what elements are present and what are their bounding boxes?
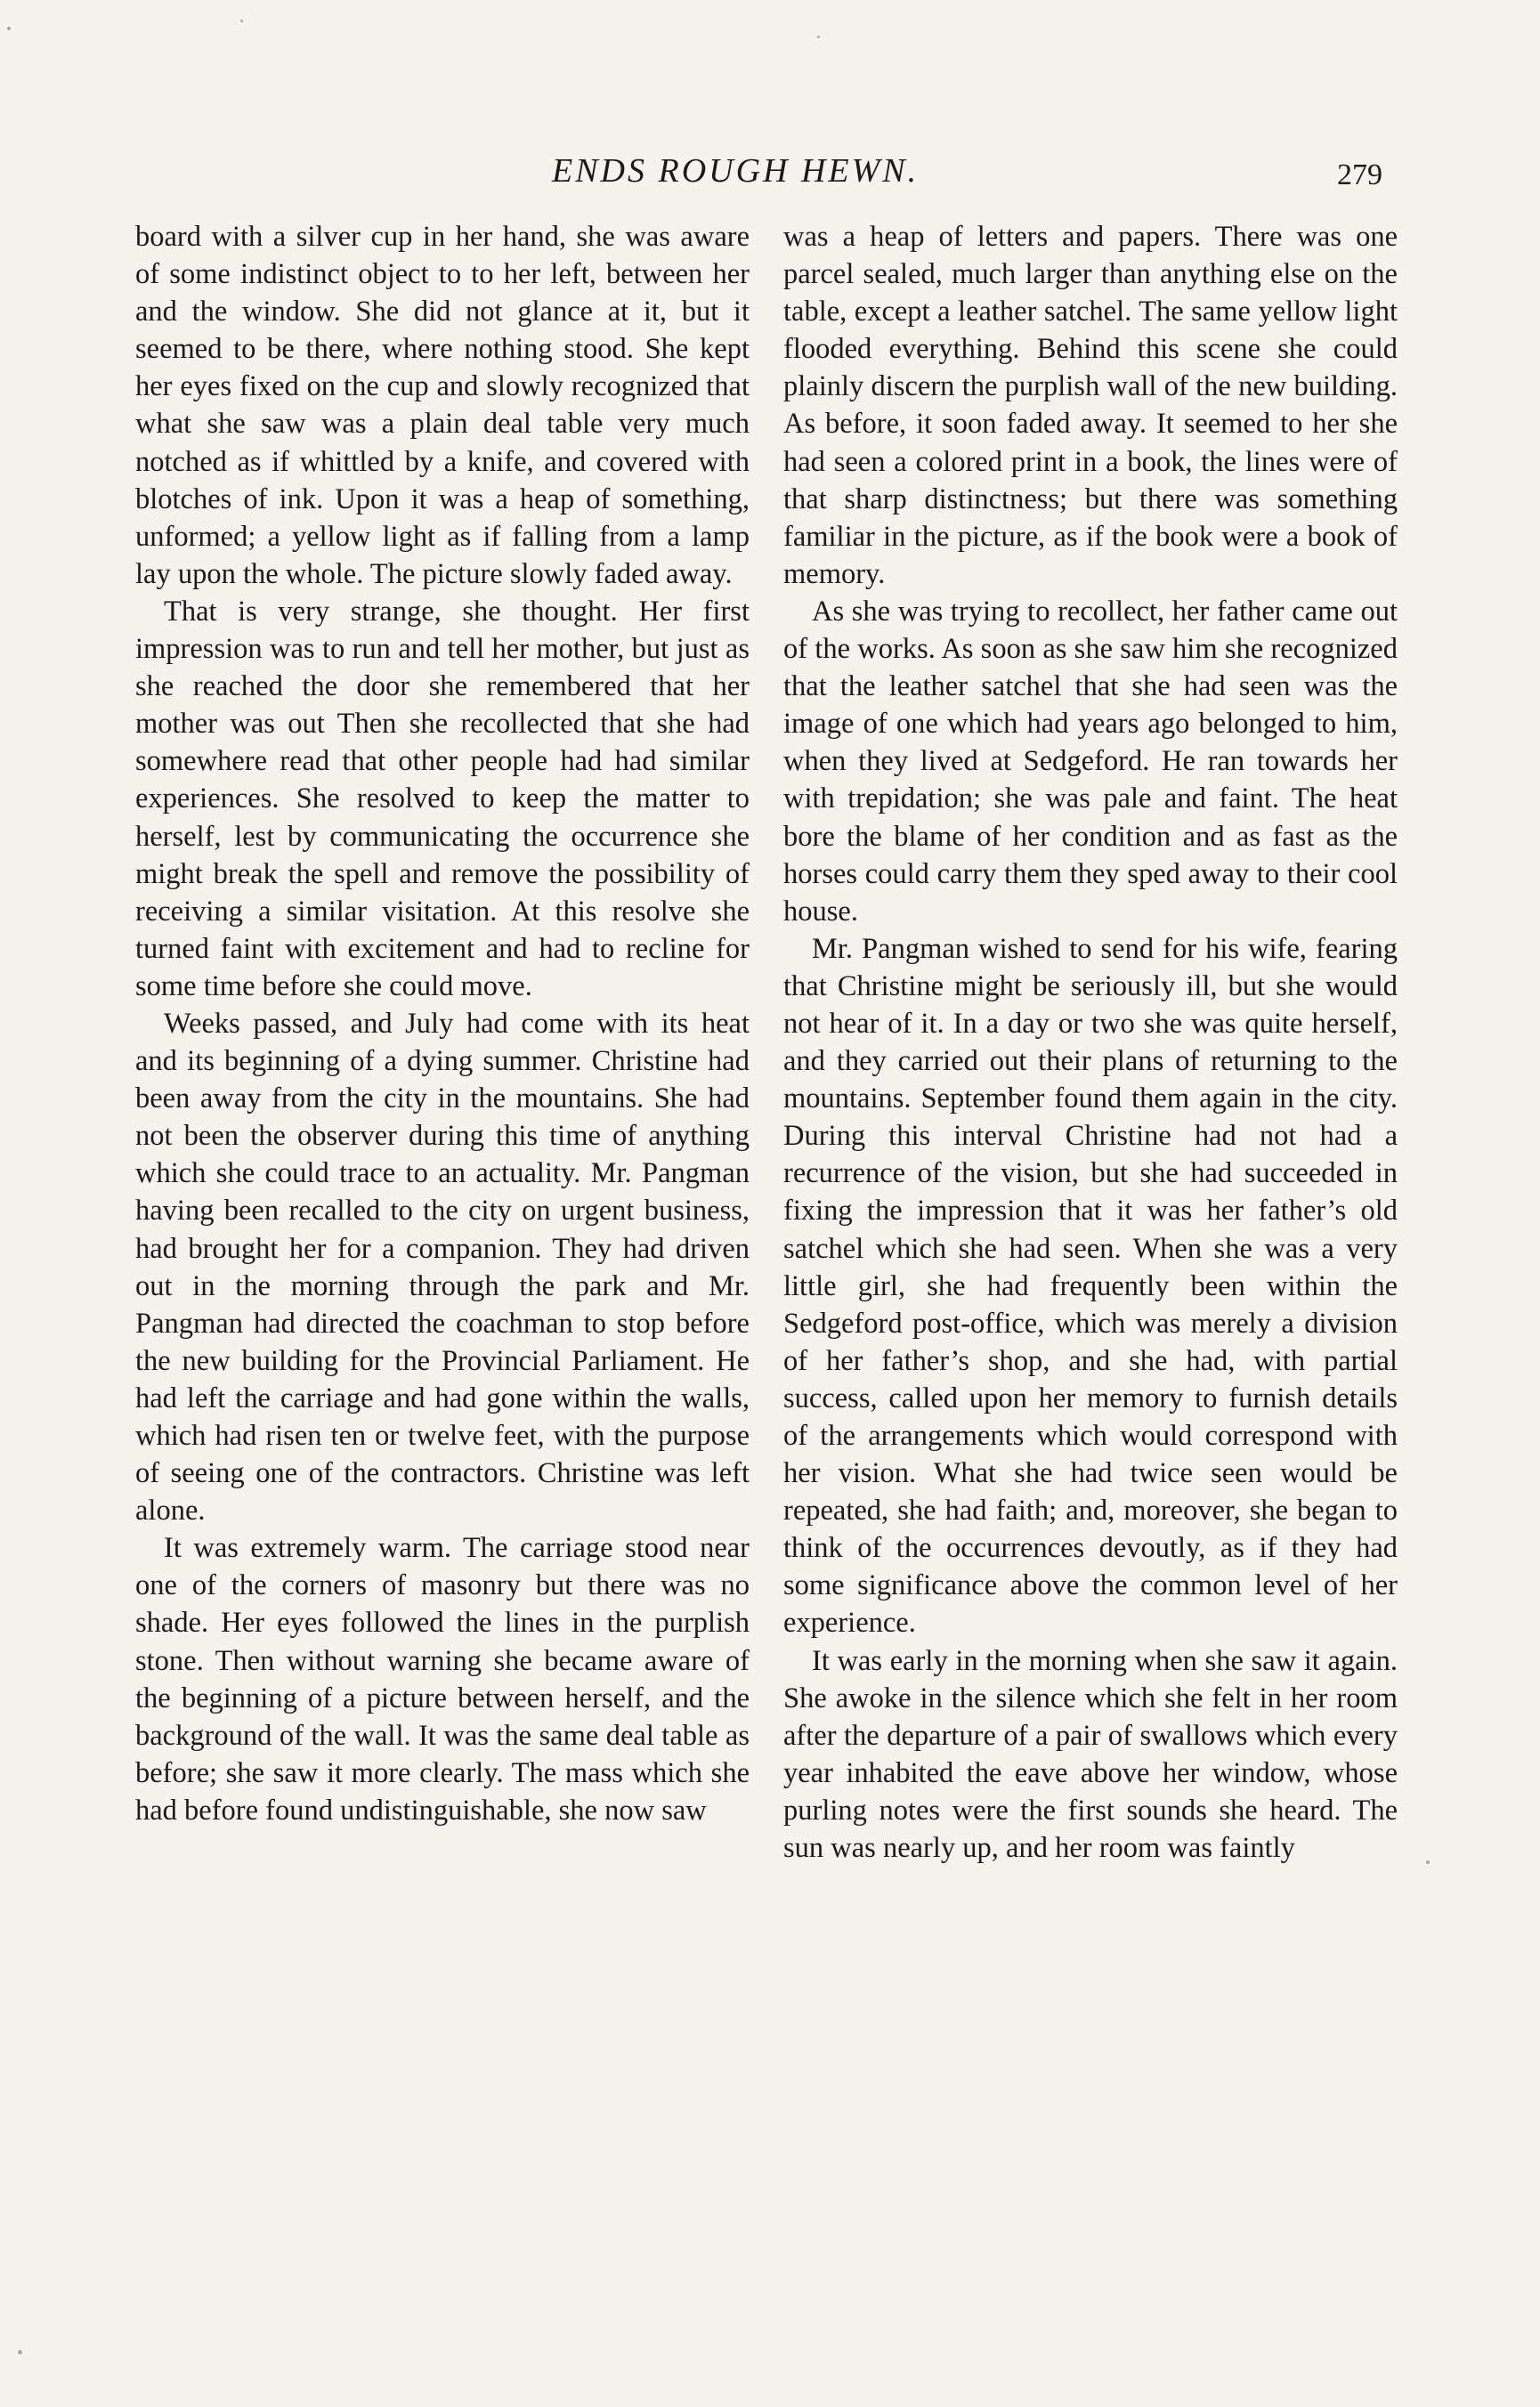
paragraph: Weeks passed, and July had come with its heat and its beginning of a dying summer. Christine had been away from the city in the mountains. She had not been the observer during this time of anything which she could trace to an actuality. Mr. Pangman having been recalled to the city on urgent business, had brought her for a companion. They had driven out in the morning through the park and Mr. Pangman had directed the coachman to stop before the new building for the Provincial Parliament. He had left the carriage and had gone within the walls, which had risen ten or twelve feet, with the purpose of seeing one of the contractors. Christine was left alone. <box>135 1007 750 1528</box>
paragraph: As she was trying to recollect, her father came out of the works. As soon as she saw him she recognized that the leather satchel that she had seen was the image of one which had years ago belonged to him, when they lived at Sedgeford. He ran towards her with trepidation; she was pale and faint. The heat bore the blame of her condition and as fast as the horses could carry them they sped away to their cool house. <box>783 595 1398 928</box>
left-column <box>135 218 750 1829</box>
scan-speck <box>18 2350 22 2354</box>
page-number: 279 <box>1337 158 1382 191</box>
paragraph: It was extremely warm. The carriage stood near one of the corners of masonry but there was no shade. Her eyes followed the lines in the purplish stone. Then without warning she became aware of the beginning of a picture between herself, and the background of the wall. It was the same deal table as before; she saw it more clearly. The mass which she had before found undistinguishable, she now saw <box>135 1532 750 1827</box>
scan-speck <box>817 36 820 38</box>
running-head <box>0 151 1540 205</box>
paragraph: board with a silver cup in her hand, she was aware of some indistinct object to to her left, between her and the window. She did not glance at it, but it seemed to be there, where nothing stood. She kept her eyes fixed on the cup and slowly recognized that what she saw was a plain deal table very much notched as if whittled by a knife, and covered with blotches of ink. Upon it was a heap of something, unformed; a yellow light as if falling from a lamp lay upon the whole. The picture slowly faded away. <box>135 221 750 590</box>
scan-speck <box>240 20 243 22</box>
scan-speck <box>1426 1860 1430 1864</box>
paragraph: Mr. Pangman wished to send for his wife, fearing that Christine might be seriously ill, but she would not hear of it. In a day or two she was quite herself, and they carried out their plans of returning to the mountains. September found them again in the city. During this interval Christine had not had a recurrence of the vision, but she had succeeded in fixing the impression that it was her father’s old satchel which she had seen. When she was a very little girl, she had frequently been within the Sedgeford post-office, which was merely a division of her father’s shop, and she had, with partial success, called upon her memory to furnish details of the arrangements which would correspond with her vision. What she had twice seen would be repeated, she had faith; and, moreover, she began to think of the occurrences devoutly, as if they had some significance above the common level of her experience. <box>783 932 1398 1640</box>
scan-speck <box>7 27 11 30</box>
paragraph: It was early in the morning when she saw it again. She awoke in the silence which she felt in her room after the departure of a pair of swallows which every year inhabited the eave above her window, whose purling notes were the first sounds she heard. The sun was nearly up, and her room was faintly <box>783 1644 1398 1865</box>
paragraph: was a heap of letters and papers. There was one parcel sealed, much larger than anything else on the table, except a leather satchel. The same yellow light flooded everything. Behind this scene she could plainly discern the purplish wall of the new building. As before, it soon faded away. It seemed to her she had seen a colored print in a book, the lines were of that sharp distinctness; but there was something familiar in the picture, as if the book were a book of memory. <box>783 221 1398 590</box>
running-title: ENDS ROUGH HEWN. <box>552 152 920 190</box>
paragraph: That is very strange, she thought. Her first impression was to run and tell her mother, but just as she reached the door she remembered that her mother was out Then she recollected that she had somewhere read that other people had had similar experiences. She resolved to keep the matter to herself, lest by communicating the occurrence she might break the spell and remove the possibility of receiving a similar visitation. At this resolve she turned faint with excitement and had to recline for some time before she could move. <box>135 595 750 1002</box>
right-column <box>783 218 1398 1867</box>
